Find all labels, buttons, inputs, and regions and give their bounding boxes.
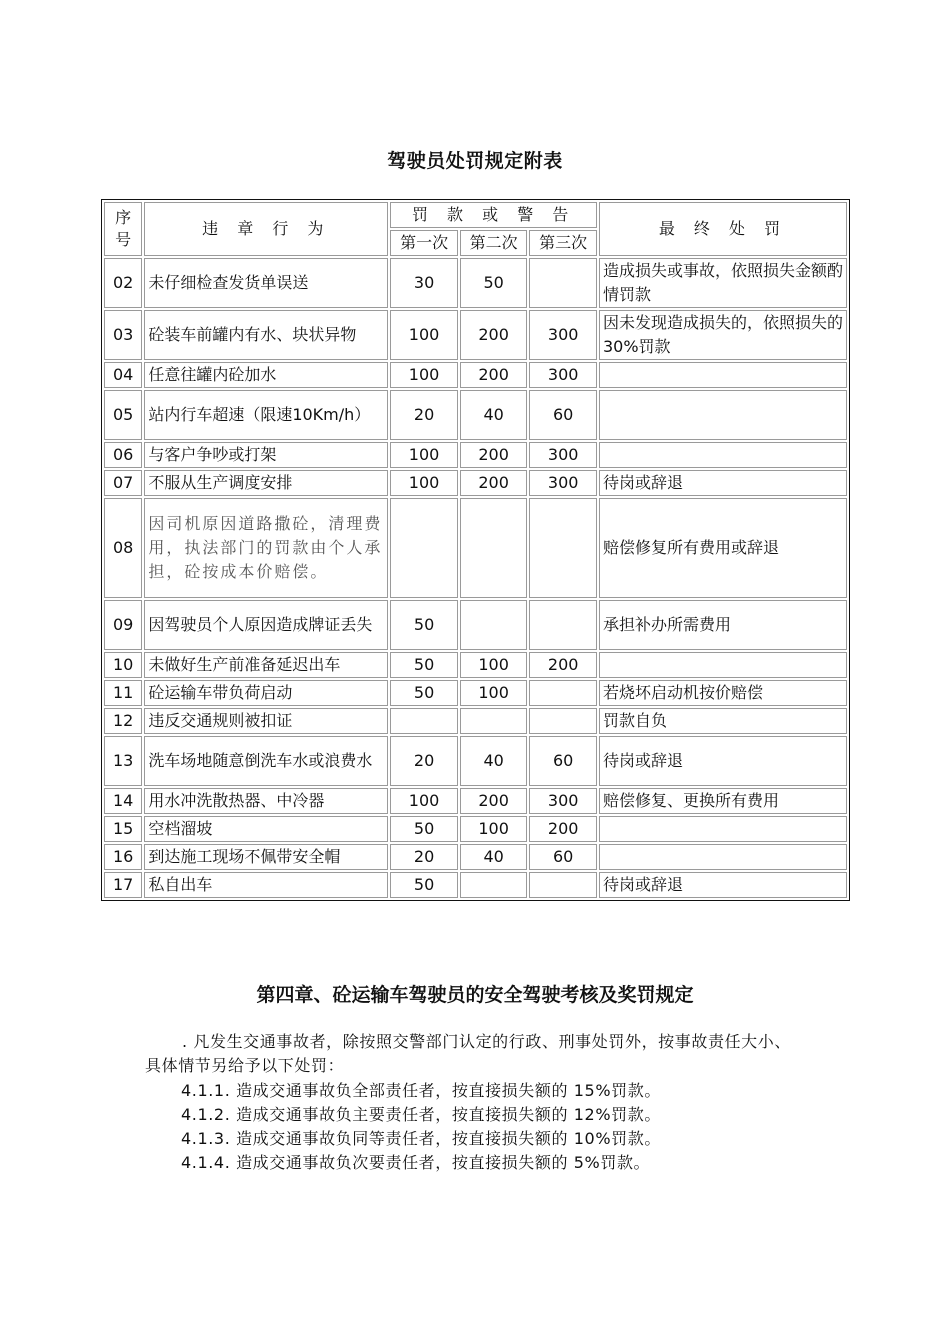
row-first: 50 [390,680,458,706]
row-final: 若烧坏启动机按价赔偿 [599,680,847,706]
row-third: 300 [529,442,597,468]
clause-item: 4.1.4. 造成交通事故负次要责任者，按直接损失额的 5%罚款。 [181,1153,651,1172]
chapter-heading: 第四章、砼运输车驾驶员的安全驾驶考核及奖罚规定 [256,984,694,1006]
row-final: 罚款自负 [599,708,847,734]
row-no: 14 [104,788,142,814]
header-second: 第二次 [460,230,528,256]
row-no: 09 [104,600,142,650]
row-first [390,498,458,598]
row-violation: 用水冲洗散热器、中冷器 [144,788,388,814]
row-second [460,872,528,898]
row-final: 因未发现造成损失的，依照损失的 30%罚款 [599,310,847,360]
row-no: 04 [104,362,142,388]
table-row [104,652,847,678]
row-second: 200 [460,442,528,468]
row-first: 20 [390,736,458,786]
row-second: 50 [460,258,528,308]
table-row [104,816,847,842]
row-first: 100 [390,442,458,468]
row-first: 20 [390,844,458,870]
row-final [599,844,847,870]
row-violation: 私自出车 [144,872,388,898]
row-final: 待岗或辞退 [599,736,847,786]
table-row [104,600,847,650]
table-row [104,844,847,870]
row-violation: 未仔细检查发货单误送 [144,258,388,308]
row-final: 赔偿修复所有费用或辞退 [599,498,847,598]
row-final: 造成损失或事故，依照损失金额酌情罚款 [599,258,847,308]
document-title: 驾驶员处罚规定附表 [387,150,563,172]
table-row [104,470,847,496]
row-second: 200 [460,310,528,360]
row-third [529,498,597,598]
row-third: 300 [529,362,597,388]
row-no: 03 [104,310,142,360]
row-violation: 空档溜坡 [144,816,388,842]
row-final [599,816,847,842]
row-third: 200 [529,816,597,842]
row-violation: 砼装车前罐内有水、块状异物 [144,310,388,360]
header-no: 序号 [104,202,142,256]
row-final [599,362,847,388]
row-violation: 与客户争吵或打架 [144,442,388,468]
row-no: 15 [104,816,142,842]
row-third: 300 [529,788,597,814]
row-second: 40 [460,844,528,870]
row-no: 08 [104,498,142,598]
row-third [529,258,597,308]
row-final: 待岗或辞退 [599,872,847,898]
row-third: 300 [529,470,597,496]
row-violation: 站内行车超速（限速10Km/h） [144,390,388,440]
penalty-table [101,199,850,901]
row-violation: 因司机原因道路撒砼，清理费用，执法部门的罚款由个人承担，砼按成本价赔偿。 [144,498,388,598]
chapter-intro [145,1030,805,1078]
row-first: 100 [390,362,458,388]
row-final: 承担补办所需费用 [599,600,847,650]
header-third: 第三次 [529,230,597,256]
row-third [529,680,597,706]
row-third [529,600,597,650]
row-first [390,708,458,734]
row-violation: 因驾驶员个人原因造成牌证丢失 [144,600,388,650]
header-fine-group: 罚 款 或 警 告 [390,202,597,228]
row-second [460,600,528,650]
table-row [104,310,847,360]
row-final [599,652,847,678]
clause-item: 4.1.2. 造成交通事故负主要责任者，按直接损失额的 12%罚款。 [181,1105,661,1124]
row-first: 100 [390,470,458,496]
row-no: 02 [104,258,142,308]
row-no: 16 [104,844,142,870]
clause-item: 4.1.3. 造成交通事故负同等责任者，按直接损失额的 10%罚款。 [181,1129,661,1148]
table-row [104,680,847,706]
row-second: 40 [460,736,528,786]
row-second [460,498,528,598]
row-no: 10 [104,652,142,678]
row-no: 07 [104,470,142,496]
row-third: 60 [529,736,597,786]
row-second: 40 [460,390,528,440]
clause-list [181,1079,661,1175]
row-final: 赔偿修复、更换所有费用 [599,788,847,814]
table-row [104,362,847,388]
row-final: 待岗或辞退 [599,470,847,496]
table-row [104,442,847,468]
clause-item: 4.1.1. 造成交通事故负全部责任者，按直接损失额的 15%罚款。 [181,1081,661,1100]
row-first: 100 [390,788,458,814]
row-violation: 任意往罐内砼加水 [144,362,388,388]
table-row [104,498,847,598]
row-third: 60 [529,390,597,440]
table-row [104,708,847,734]
table-row [104,390,847,440]
row-no: 05 [104,390,142,440]
row-final [599,390,847,440]
table-row [104,736,847,786]
row-first: 50 [390,652,458,678]
header-final-penalty: 最 终 处 罚 [599,202,847,256]
header-first: 第一次 [390,230,458,256]
row-no: 11 [104,680,142,706]
intro-text: . 凡发生交通事故者，除按照交警部门认定的行政、刑事处罚外，按事故责任大小、具体情节另给予以下处罚： [145,1032,791,1075]
row-second: 100 [460,680,528,706]
row-no: 13 [104,736,142,786]
header-violation: 违 章 行 为 [144,202,388,256]
row-second: 200 [460,788,528,814]
row-violation: 砼运输车带负荷启动 [144,680,388,706]
row-final [599,442,847,468]
row-third [529,708,597,734]
row-first: 50 [390,816,458,842]
row-no: 06 [104,442,142,468]
table-row [104,788,847,814]
row-third [529,872,597,898]
row-violation: 到达施工现场不佩带安全帽 [144,844,388,870]
row-first: 20 [390,390,458,440]
row-second [460,708,528,734]
row-second: 100 [460,652,528,678]
row-first: 30 [390,258,458,308]
row-second: 200 [460,470,528,496]
row-violation: 洗车场地随意倒洗车水或浪费水 [144,736,388,786]
row-first: 100 [390,310,458,360]
row-first: 50 [390,872,458,898]
row-no: 17 [104,872,142,898]
row-no: 12 [104,708,142,734]
table-row [104,258,847,308]
row-second: 100 [460,816,528,842]
row-violation: 未做好生产前准备延迟出车 [144,652,388,678]
row-third: 200 [529,652,597,678]
row-violation: 不服从生产调度安排 [144,470,388,496]
row-third: 60 [529,844,597,870]
row-violation: 违反交通规则被扣证 [144,708,388,734]
row-second: 200 [460,362,528,388]
row-third: 300 [529,310,597,360]
table-row [104,872,847,898]
row-first: 50 [390,600,458,650]
